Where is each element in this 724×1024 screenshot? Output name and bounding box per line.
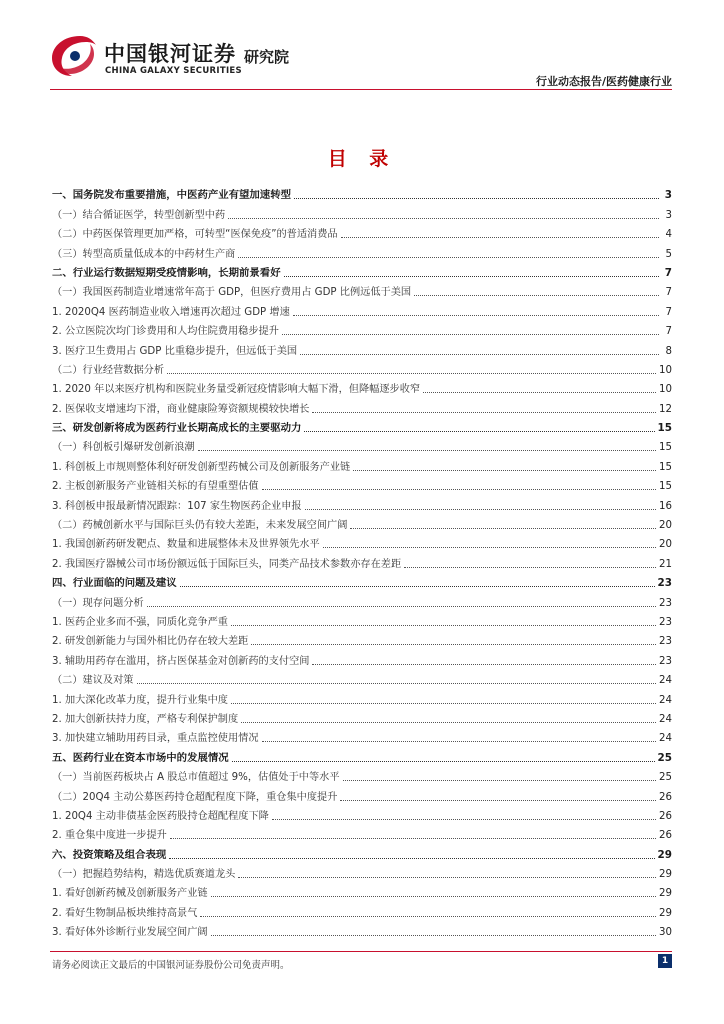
toc-entry-page: 24 [659,675,672,687]
toc-entry-label: 3. 科创板申报最新情况跟踪：107 家生物医药企业申报 [52,500,302,512]
dot-leader [312,411,656,413]
toc-entry[interactable] [52,784,672,803]
toc-entry-label: 1. 我国创新药研发靶点、数量和进展整体未及世界领先水平 [52,539,320,551]
toc-entry-page: 21 [659,558,672,570]
toc-entry[interactable] [52,416,672,435]
toc-entry-page: 20 [659,520,672,532]
toc-entry-label: 六、投资策略及组合表现 [52,848,167,861]
toc-entry[interactable] [52,280,672,299]
toc-entry-label: 1. 20Q4 主动非债基金医药股持仓超配程度下降 [52,810,269,822]
toc-entry-label: 2. 公立医院次均门诊费用和人均住院费用稳步提升 [52,326,279,338]
toc-entry-label: （一）把握趋势结构，精选优质赛道龙头 [52,869,236,881]
dot-leader [241,721,656,723]
toc-entry[interactable] [52,823,672,842]
footer-divider [50,951,672,952]
dot-leader [350,527,656,529]
toc-entry-label: 2. 加大创新扶持力度，严格专利保护制度 [52,713,239,725]
toc-entry-label: （二）20Q4 主动公募医药持仓超配程度下降，重仓集中度提升 [52,791,338,803]
toc-entry[interactable] [52,842,672,861]
dot-leader [353,469,656,471]
dot-leader [272,818,656,820]
toc-entry[interactable] [52,396,672,415]
toc-entry-page: 3 [664,189,672,202]
toc-entry[interactable] [52,804,672,823]
toc-entry[interactable] [52,668,672,687]
toc-entry-label: 2. 主板创新服务产业链相关标的有望重塑估值 [52,481,259,493]
toc-entry-page: 29 [657,848,672,861]
dot-leader [170,837,656,839]
toc-entry[interactable] [52,513,672,532]
toc-entry-page: 7 [664,266,672,279]
toc-entry-page: 7 [665,326,672,338]
toc-entry-page: 23 [659,655,672,667]
toc-entry[interactable] [52,765,672,784]
toc-entry[interactable] [52,454,672,473]
toc-entry-label: 2. 看好生物制品板块维持高景气 [52,907,198,919]
toc-entry-label: 3. 医疗卫生费用占 GDP 比重稳步提升，但远低于美国 [52,345,298,357]
toc-entry-page: 15 [659,481,672,493]
toc-entry[interactable] [52,629,672,648]
toc-entry-label: 1. 2020Q4 医药制造业收入增速再次超过 GDP 增速 [52,306,290,318]
toc-entry[interactable] [52,707,672,726]
toc-entry-page: 26 [659,791,672,803]
toc-entry[interactable] [52,900,672,919]
dot-leader [167,372,656,374]
dot-leader [228,217,659,219]
toc-entry-page: 25 [657,751,672,764]
toc-entry[interactable] [52,338,672,357]
toc-entry-label: （二）药械创新水平与国际巨头仍有较大差距，未来发展空间广阔 [52,520,348,532]
toc-entry[interactable] [52,610,672,629]
toc-entry-page: 30 [659,927,672,939]
toc-entry[interactable] [52,920,672,939]
toc-entry[interactable] [52,202,672,221]
toc-entry-label: 3. 加快建立辅助用药目录，重点监控使用情况 [52,733,259,745]
dot-leader [340,799,656,801]
toc-entry-label: （二）行业经营数据分析 [52,364,165,376]
toc-entry-label: 二、行业运行数据短期受疫情影响，长期前景看好 [52,266,281,279]
dot-leader [211,895,656,897]
toc-entry[interactable] [52,862,672,881]
toc-entry-label: （一）结合循证医学，转型创新型中药 [52,209,226,221]
dot-leader [251,643,656,645]
page-number: 1 [658,954,672,968]
dot-leader [262,488,657,490]
toc-entry-label: 1. 医药企业多而不强，同质化竞争严重 [52,616,228,628]
toc-entry-page: 7 [665,287,672,299]
toc-entry-label: 3. 看好体外诊断行业发展空间广阔 [52,927,208,939]
toc-entry-page: 24 [659,694,672,706]
toc-entry[interactable] [52,319,672,338]
toc-entry-page: 29 [659,869,672,881]
table-of-contents [52,183,672,939]
toc-entry-page: 7 [665,306,672,318]
toc-entry-label: 三、研发创新将成为医药行业长期高成长的主要驱动力 [52,422,302,435]
page-header [0,0,724,92]
toc-entry-label: 3. 辅助用药存在滥用，挤占医保基金对创新药的支付空间 [52,655,310,667]
toc-entry-page: 3 [665,209,672,221]
dot-leader [414,294,659,296]
toc-entry-label: 2. 重仓集中度进一步提升 [52,830,167,842]
toc-entry[interactable] [52,571,672,590]
toc-entry-page: 24 [659,713,672,725]
dot-leader [294,197,659,199]
brand-name-cn: 中国银河证券 [104,42,236,66]
toc-entry[interactable] [52,358,672,377]
toc-entry-label: （二）建议及对策 [52,675,134,687]
toc-entry-label: 1. 加大深化改革力度，提升行业集中度 [52,694,228,706]
toc-entry-page: 23 [659,636,672,648]
toc-entry-page: 23 [659,597,672,609]
toc-entry-page: 4 [665,229,672,241]
toc-entry-page: 12 [659,403,672,415]
header-divider [50,89,672,90]
toc-entry-page: 29 [659,907,672,919]
toc-entry[interactable] [52,183,672,202]
toc-entry-label: 1. 2020 年以来医疗机构和医院业务量受新冠疫情影响大幅下滑，但降幅逐步收窄 [52,384,421,396]
dot-leader [147,605,656,607]
toc-title: 目 录 [327,148,397,170]
toc-entry[interactable] [52,261,672,280]
dot-leader [341,236,659,238]
disclaimer-note: 请务必阅读正文最后的中国银河证券股份公司免责声明。 [52,960,290,971]
toc-entry-page: 25 [659,772,672,784]
brand-name-en: CHINA GALAXY SECURITIES [105,66,242,76]
toc-entry-label: 2. 研发创新能力与国外相比仍存在较大差距 [52,636,249,648]
toc-entry[interactable] [52,532,672,551]
toc-entry[interactable] [52,299,672,318]
toc-entry-label: 2. 医保收支增速均下滑，商业健康险筹资额规模较快增长 [52,403,310,415]
toc-entry[interactable] [52,241,672,260]
toc-entry[interactable] [52,745,672,764]
toc-entry-page: 8 [665,345,672,357]
dot-leader [211,934,656,936]
dot-leader [262,740,657,742]
toc-entry-page: 15 [659,442,672,454]
toc-entry[interactable] [52,435,672,454]
toc-entry[interactable] [52,726,672,745]
toc-entry-label: （三）转型高质量低成本的中药材生产商 [52,248,236,260]
brand-department: 研究院 [244,48,290,66]
dot-leader [231,624,656,626]
dot-leader [180,585,655,587]
dot-leader [305,508,656,510]
toc-entry[interactable] [52,648,672,667]
toc-entry-page: 10 [659,364,672,376]
dot-leader [404,566,656,568]
toc-entry-page: 23 [659,616,672,628]
dot-leader [137,682,657,684]
toc-entry[interactable] [52,493,672,512]
dot-leader [169,857,654,859]
toc-entry-page: 16 [659,500,672,512]
toc-entry[interactable] [52,222,672,241]
toc-entry-page: 15 [659,461,672,473]
toc-entry[interactable] [52,474,672,493]
galaxy-logo-icon [50,34,98,78]
toc-entry-label: 2. 我国医疗器械公司市场份额远低于国际巨头，同类产品技术参数亦存在差距 [52,558,402,570]
toc-entry-page: 29 [659,888,672,900]
dot-leader [200,915,656,917]
dot-leader [238,256,659,258]
dot-leader [343,779,657,781]
dot-leader [304,430,654,432]
toc-entry-page: 23 [657,577,672,590]
toc-entry[interactable] [52,551,672,570]
toc-entry-label: 五、医药行业在资本市场中的发展情况 [52,751,229,764]
toc-entry-label: （一）科创板引爆研发创新浪潮 [52,442,195,454]
toc-entry[interactable] [52,377,672,396]
toc-entry-label: （一）当前医药板块占 A 股总市值超过 9%，估值处于中等水平 [52,772,340,784]
dot-leader [231,702,656,704]
dot-leader [284,275,659,277]
toc-entry-page: 5 [665,248,672,260]
toc-entry-label: （一）我国医药制造业增速常年高于 GDP，但医疗费用占 GDP 比例远低于美国 [52,287,412,299]
dot-leader [198,449,656,451]
dot-leader [312,663,656,665]
toc-entry-page: 26 [659,810,672,822]
toc-entry-label: 1. 看好创新药械及创新服务产业链 [52,888,208,900]
toc-entry-page: 15 [657,422,672,435]
toc-entry[interactable] [52,590,672,609]
toc-entry[interactable] [52,687,672,706]
dot-leader [293,314,659,316]
toc-entry-page: 24 [659,733,672,745]
toc-entry-label: 四、行业面临的问题及建议 [52,577,177,590]
toc-entry-label: （一）现存问题分析 [52,597,144,609]
dot-leader [300,353,659,355]
dot-leader [323,546,656,548]
toc-entry[interactable] [52,881,672,900]
toc-entry-page: 26 [659,830,672,842]
toc-entry-label: 1. 科创板上市规则整体利好研发创新型药械公司及创新服务产业链 [52,461,351,473]
toc-entry-page: 20 [659,539,672,551]
toc-entry-label: （二）中药医保管理更加严格，可转型“医保免疫”的普适消费品 [52,229,338,241]
dot-leader [423,391,656,393]
dot-leader [232,760,655,762]
dot-leader [238,876,656,878]
toc-entry-label: 一、国务院发布重要措施，中医药产业有望加速转型 [52,189,291,202]
report-type: 行业动态报告/医药健康行业 [535,75,672,88]
toc-entry-page: 10 [659,384,672,396]
dot-leader [282,333,659,335]
